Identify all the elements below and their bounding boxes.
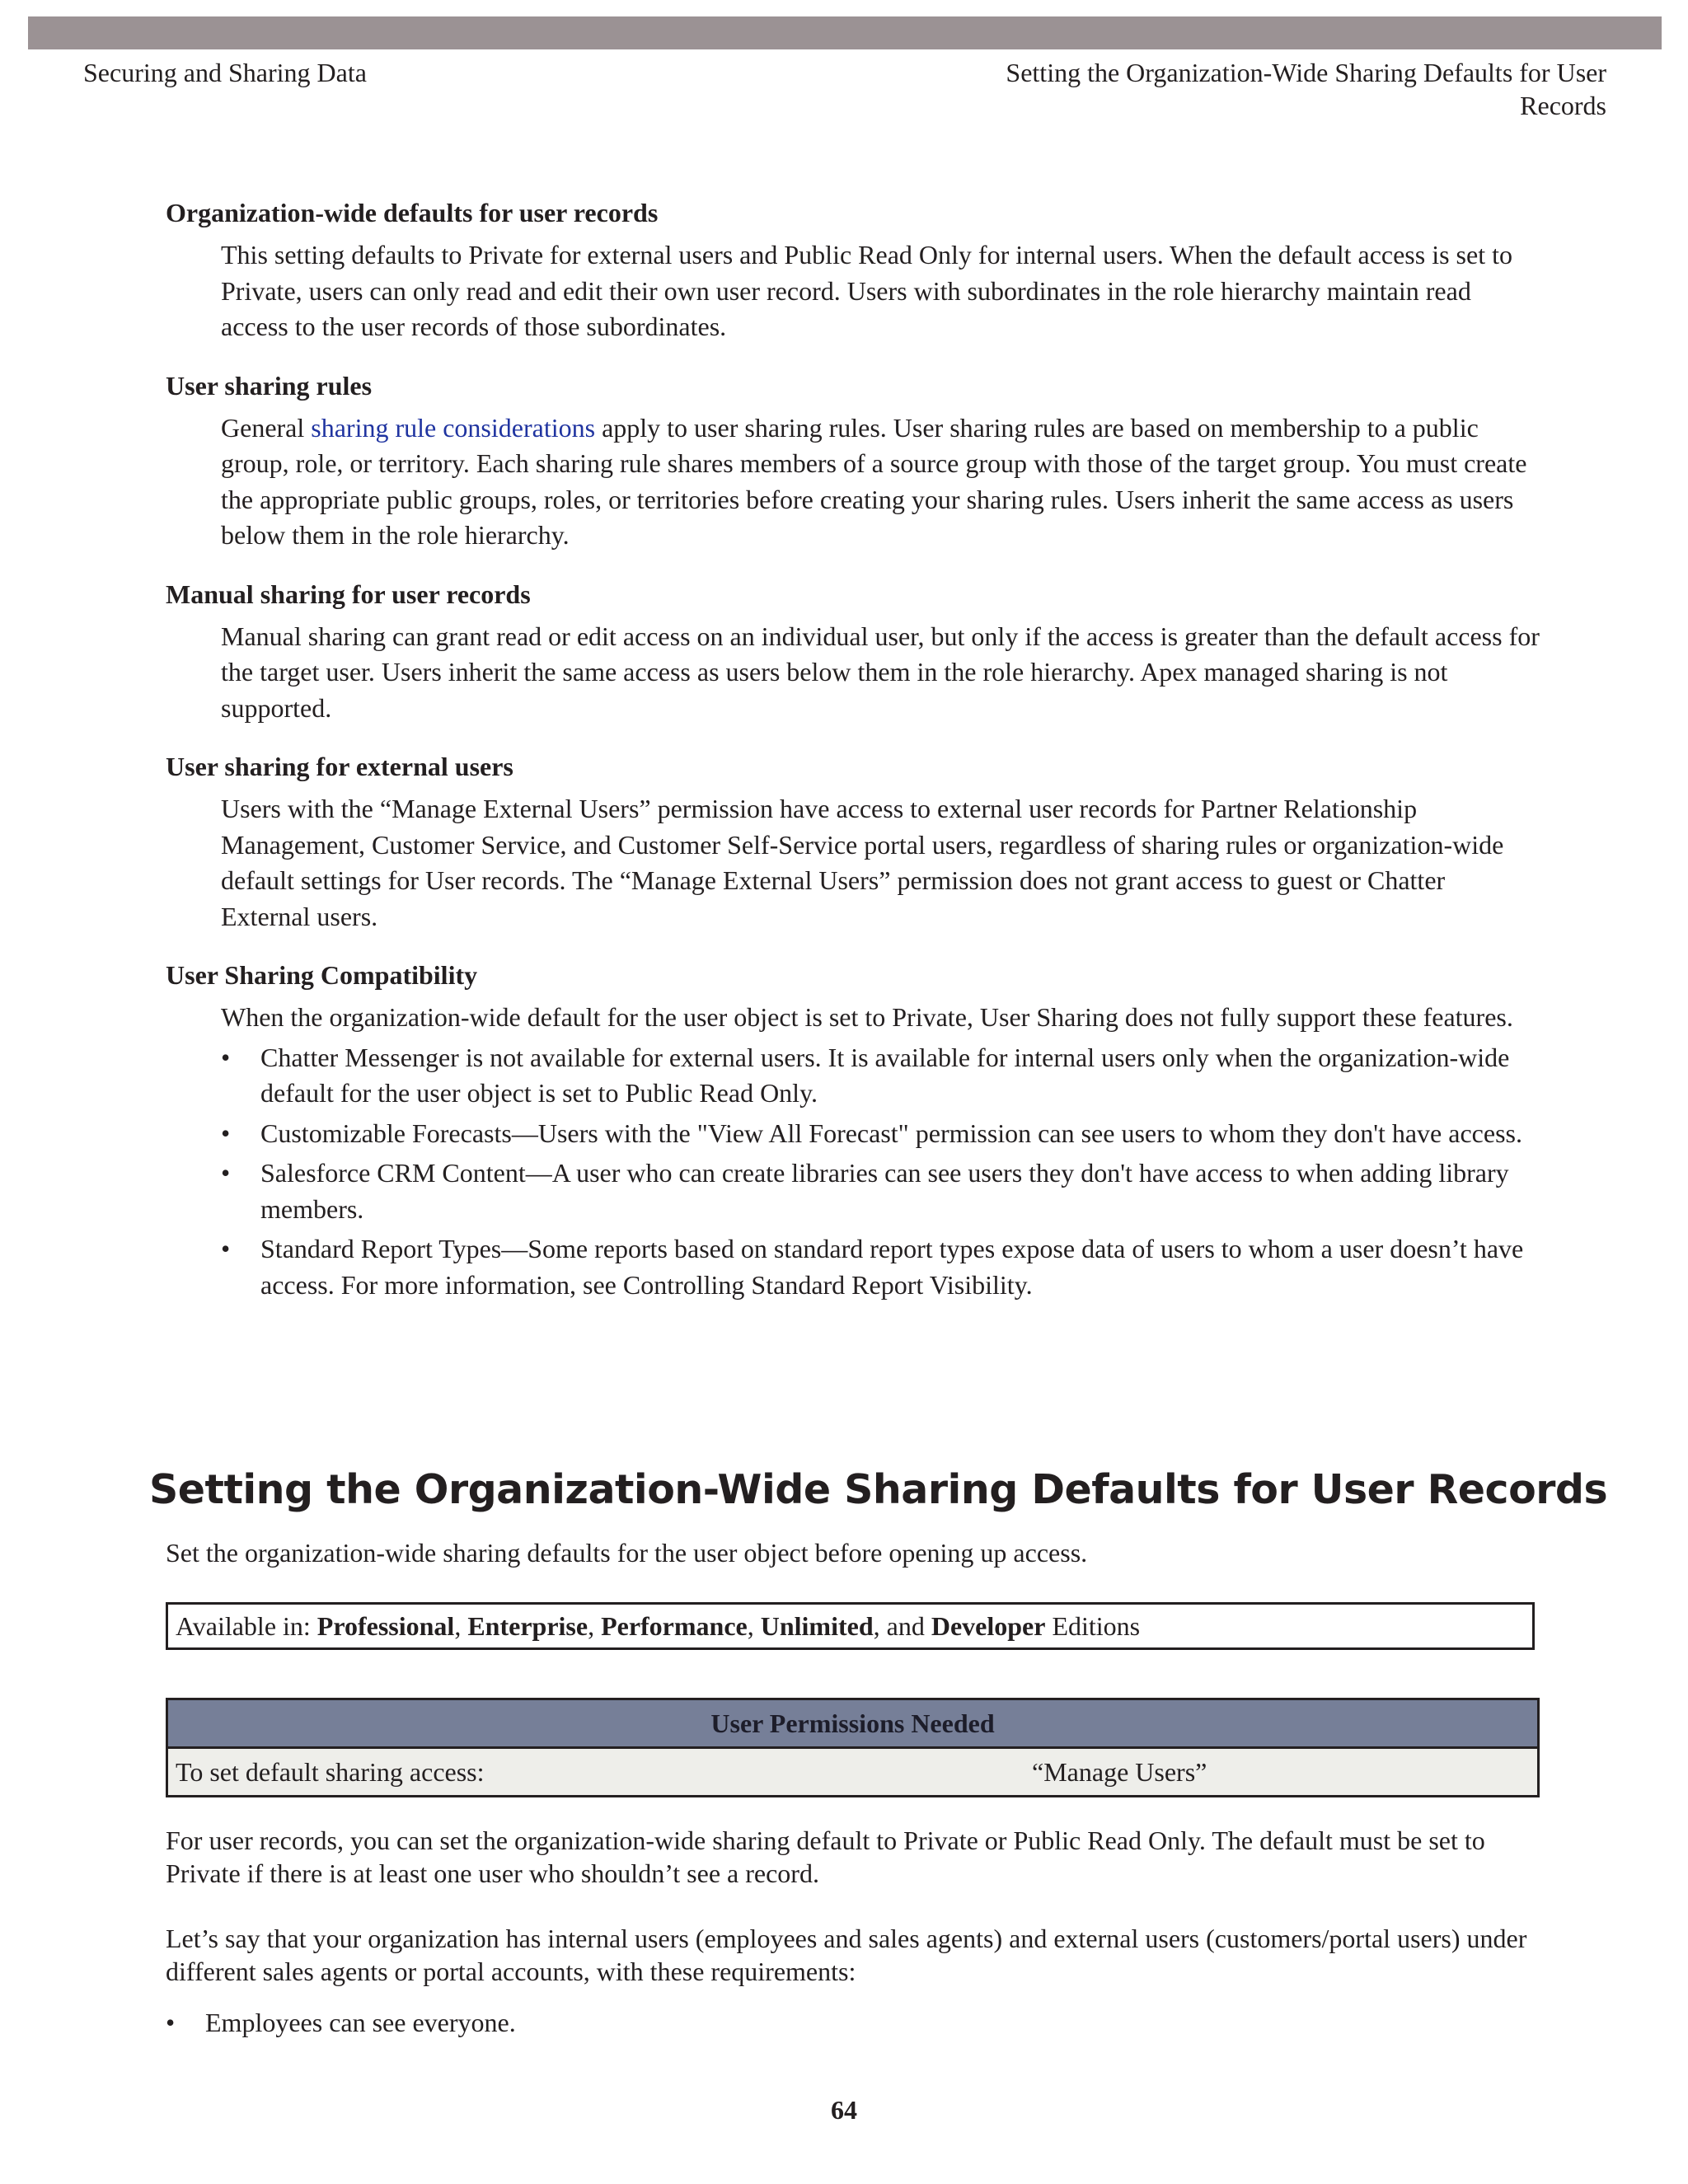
term-user-sharing-rules: User sharing rules [166, 370, 373, 401]
sharing-rule-considerations-link[interactable]: sharing rule considerations [311, 412, 596, 443]
compatibility-bullet-list [221, 1040, 1540, 1304]
definition-text [221, 410, 1540, 554]
list-item: • Salesforce CRM Content—A user who can create libraries can see users they don't have access to when adding library members. [221, 1155, 1540, 1227]
definition-user-sharing-compatibility [221, 1000, 1540, 1303]
edition-professional: Professional [316, 1611, 455, 1641]
list-item-text: Employees can see everyone. [205, 2008, 516, 2037]
page-number: 64 [831, 2095, 857, 2125]
availability-suffix: Editions [1045, 1611, 1141, 1641]
list-item: • Chatter Messenger is not available for external users. It is available for internal users only when the organization-wide default for the user object is set to Public Read Only. [221, 1040, 1540, 1112]
definition-text: Users with the “Manage External Users” permission have access to external user records for Partner Relationship Management, Customer Service, and Customer Self-Service portal users, regardless of sharing rules or organization-wide default settings for User records. The “Manage External Users” permission does not grant access to guest or Chatter External users. [221, 794, 1504, 931]
definition-external-users [221, 791, 1540, 935]
table-header-row [167, 1699, 1539, 1748]
list-item: • Customizable Forecasts—Users with the "View All Forecast" permission can see users to whom they don't have access. [221, 1116, 1540, 1152]
permission-value: “Manage Users” [852, 1748, 1539, 1797]
running-header-left: Securing and Sharing Data [83, 58, 367, 87]
text-before-link: General [221, 412, 312, 443]
separator: , [454, 1611, 468, 1641]
availability-box [166, 1602, 1535, 1650]
running-header-right [865, 56, 1606, 122]
term-user-sharing-compatibility: User Sharing Compatibility [166, 960, 478, 990]
definition-org-wide-defaults [221, 237, 1540, 345]
section-heading: Setting the Organization-Wide Sharing Defaults for User Records [149, 1466, 1608, 1513]
separator: , [588, 1611, 602, 1641]
term-org-wide-defaults: Organization-wide defaults for user records [166, 198, 659, 227]
separator: , and [873, 1611, 931, 1641]
permissions-header: User Permissions Needed [167, 1699, 1539, 1748]
term-external-users: User sharing for external users [166, 752, 513, 781]
edition-developer: Developer [931, 1611, 1046, 1641]
user-permissions-table [166, 1698, 1540, 1797]
definition-text: This setting defaults to Private for external users and Public Read Only for internal users. When the default access is set to Private, users can only read and edit their own user record. Users with subordinates in the role hierarchy maintain read access to the user records of those subordinates. [221, 240, 1512, 341]
text-after-link: apply to user sharing rules. User sharing rules are based on membership to a public group, role, or territory. Each sharing rule shares members of a source group with those of the target group. You must create the appropriate public groups, roles, or territories before creating your sharing rules. Users inherit the same access as users below them in the role hierarchy. [221, 412, 1527, 550]
running-header-right-line2: Records [1520, 91, 1606, 120]
definition-user-sharing-rules [221, 410, 1540, 554]
definition-text: Manual sharing can grant read or edit access on an individual user, but only if the access is greater than the default access for the target user. Users inherit the same access as users below them in the role hierarchy. Apex managed sharing is not supported. [221, 621, 1540, 723]
table-row [167, 1748, 1539, 1797]
list-item: • Standard Report Types—Some reports based on standard report types expose data of users to whom a user doesn’t have access. For more information, see Controlling Standard Report Visibility. [221, 1231, 1540, 1303]
bullet-symbol: • [166, 2008, 176, 2037]
section-intro: Set the organization-wide sharing defaults for the user object before opening up access. [166, 1538, 1088, 1568]
term-manual-sharing: Manual sharing for user records [166, 579, 531, 609]
top-banner [28, 16, 1662, 49]
permission-label: To set default sharing access: [167, 1748, 853, 1797]
definition-list [0, 196, 1688, 1307]
separator: , [747, 1611, 761, 1641]
edition-unlimited: Unlimited [760, 1611, 874, 1641]
list-item [166, 2006, 516, 2039]
paragraph-defaults: For user records, you can set the organization-wide sharing default to Private or Public Read Only. The default must be set to Private if there is at least one user who shouldn’t see a record. [166, 1825, 1485, 1888]
definition-text: When the organization-wide default for the user object is set to Private, User Sharing does not fully support these features. [221, 1002, 1513, 1032]
edition-enterprise: Enterprise [467, 1611, 588, 1641]
definition-manual-sharing [221, 619, 1540, 727]
paragraph-example: Let’s say that your organization has internal users (employees and sales agents) and external users (customers/portal users) under different sales agents or portal accounts, with these requirements: [166, 1924, 1527, 1986]
running-header-right-line1: Setting the Organization-Wide Sharing Defaults for User [1006, 58, 1606, 87]
edition-performance: Performance [601, 1611, 748, 1641]
availability-prefix: Available in: [176, 1611, 317, 1641]
